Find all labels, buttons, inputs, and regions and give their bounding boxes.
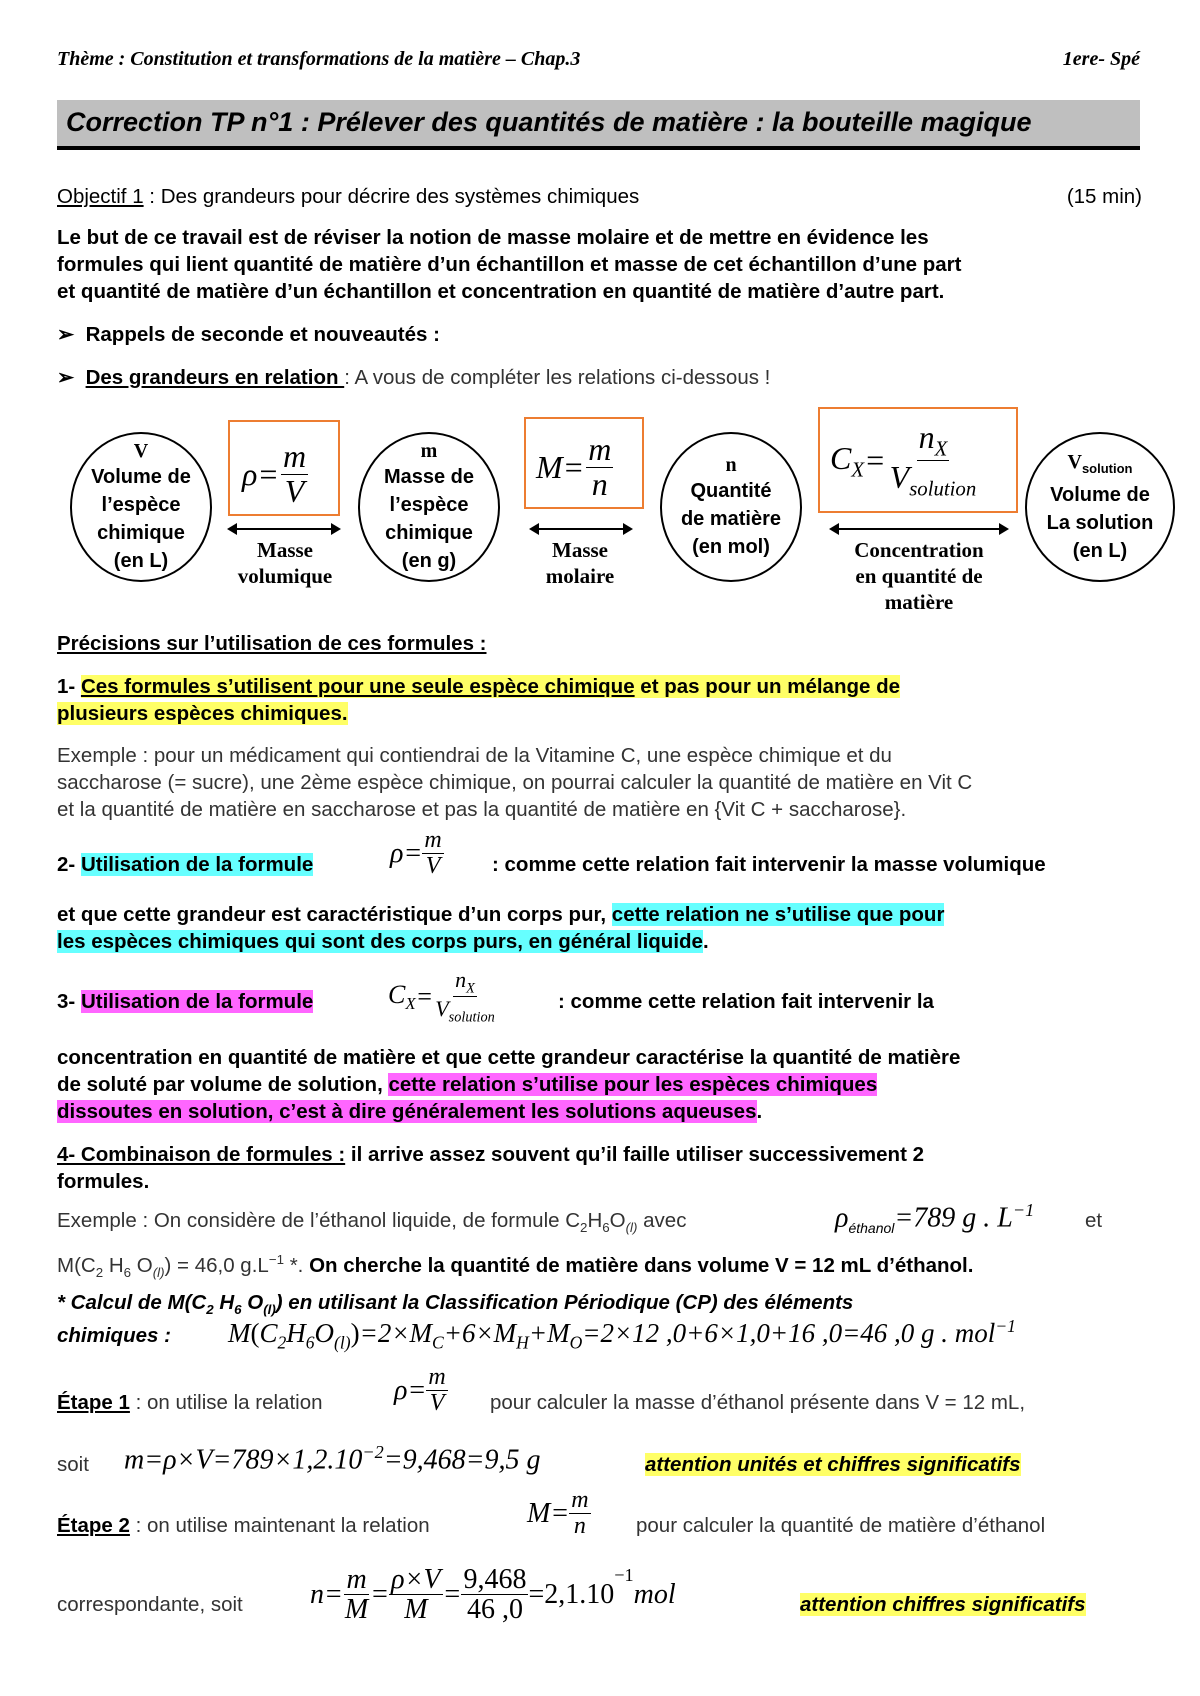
- rho-ethanol-value: $\rho_{éthanol}=789$ g . $L^{-1}$: [835, 1200, 1035, 1236]
- precision-3-line-1: 3- Utilisation de la formule: [57, 990, 314, 1013]
- etape-2-equation: n= $\frac{m}{M}$ = $\frac{\rho\times V}{M}$ = $\frac{9,468}{46 ,0}$ =2,1.10 $^{-1}$ mol: [310, 1564, 676, 1626]
- precision-2-line-1: 2- Utilisation de la formule: [57, 853, 314, 876]
- etape-1-formula: ρ = $\frac{m}{V}$: [394, 1364, 446, 1417]
- formula-rho-den: V: [284, 472, 305, 509]
- precision-2-line-3: les espèces chimiques qui sont des corps purs, en général liquide.: [57, 930, 709, 953]
- precision-3-rest: : comme cette relation fait intervenir la: [558, 990, 934, 1013]
- arrow-bullet-icon: ➢: [57, 366, 75, 389]
- formula-rho-lhs: ρ: [242, 455, 258, 492]
- circle-quantite-line: de matière: [680, 508, 782, 530]
- objectif-duration: (15 min): [1066, 185, 1142, 208]
- formula-molar-lhs: M: [536, 448, 563, 485]
- etape-1-equation: $m=\rho\times V=789\times 1,2.10^{-2}=9,468=9,5$ g: [124, 1442, 541, 1476]
- circle-masse-line: l’espèce: [389, 494, 469, 516]
- etape-1-note: [645, 1451, 1021, 1478]
- circle-vsol-line: (en L): [1072, 539, 1128, 562]
- circle-masse-line: (en g): [401, 550, 457, 572]
- precision-3-line-2: concentration en quantité de matière et que cette grandeur caractérise la quantité de matière: [57, 1046, 961, 1069]
- circle-masse-symbol: m: [420, 440, 438, 462]
- precision-3-line-4: dissoutes en solution, c’est à dire généralement les solutions aqueuses.: [57, 1100, 763, 1123]
- circle-quantite-line: Quantité: [690, 480, 772, 502]
- formula-conc-den: V: [889, 459, 910, 496]
- circle-vsol-line: Volume de: [1050, 483, 1150, 506]
- circle-quantite-symbol: n: [725, 454, 737, 476]
- etape-2-note: [800, 1591, 1086, 1618]
- circle-volume-symbol: V: [133, 440, 149, 462]
- circle-vsol-sub: solution: [1081, 460, 1133, 476]
- bullet-grandeurs-text: : A vous de compléter les relations ci-dessous !: [344, 366, 771, 389]
- formula-conc-den-sub: solution: [909, 477, 977, 501]
- etape-1-line-1: Étape 1 : on utilise la relation: [57, 1391, 323, 1414]
- precision-3-line-3: de soluté par volume de solution, cette relation s’utilise pour les espèces chimiques: [57, 1073, 878, 1096]
- bullet-grandeurs-label: Des grandeurs en relation: [85, 366, 345, 389]
- bullet-rappels-text: Rappels de seconde et nouveautés :: [85, 323, 440, 346]
- formula-conc-num-sub: X: [934, 437, 948, 461]
- highlight-yellow: attention unités et chiffres significatifs: [645, 1453, 1021, 1476]
- example-2-calc-line-1: * Calcul de $M(C_2$ $H_6$ $O_{(l)}$) en utilisant la Classification Périodique (CP) des éléments: [57, 1291, 854, 1318]
- circle-vsol-line: La solution: [1046, 511, 1154, 534]
- circle-volume-line: l’espèce: [101, 494, 181, 516]
- intro-line-3: et quantité de matière d’un échantillon et concentration en quantité de matière d’autre part.: [57, 280, 945, 303]
- double-arrow-icon: [236, 528, 332, 530]
- formula-box-concentration: $C_X$ = $\frac{n_X}{V_{solution}}$: [818, 407, 1018, 513]
- double-arrow-icon: [838, 528, 1000, 530]
- etape-2-text-2: pour calculer la quantité de matière d’éthanol: [636, 1514, 1046, 1537]
- precision-4-line-1: 4- Combinaison de formules : il arrive assez souvent qu’il faille utiliser successivement 2: [57, 1143, 924, 1166]
- example-2-calc-line-2: chimiques :: [57, 1324, 171, 1347]
- molar-mass-calculation: $M(C_2H_6O_{(l)})=2\times M_C+6\times M_H+M_O=2\times 12$ ,0+6×1,0+16 ,0=46 ,0 g . mol$^{-1}$: [228, 1316, 1016, 1353]
- highlight-yellow: Ces formules s’utilisent pour une seule espèce chimique: [80, 675, 635, 698]
- formula-box-rho: ρ = $\frac{m}{V}$: [228, 420, 340, 516]
- circle-vsol-symbol: V: [1067, 450, 1082, 473]
- inline-formula-rho: ρ = $\frac{m}{V}$: [390, 827, 442, 880]
- objectif-line: [57, 183, 639, 210]
- circle-volume-line: (en L): [113, 550, 169, 572]
- etape-1-soit: soit: [57, 1453, 89, 1476]
- circle-quantite: [660, 432, 802, 582]
- precision-2-rest: : comme cette relation fait intervenir la masse volumique: [492, 853, 1046, 876]
- precision-1-line-1: 1- Ces formules s’utilisent pour une seule espèce chimique et pas pour un mélange de: [57, 675, 901, 698]
- precision-4-line-2: formules.: [57, 1170, 150, 1193]
- arrow-label-masse-molaire: Masse molaire: [545, 538, 615, 588]
- etape-2-formula: M = $\frac{m}{n}$: [527, 1487, 589, 1540]
- circle-volume-line: chimique: [97, 522, 185, 544]
- highlight-magenta: Utilisation de la formule: [80, 990, 314, 1013]
- objectif-text: : Des grandeurs pour décrire des systèmes chimiques: [143, 185, 640, 208]
- inline-formula-concentration: $C_X$ = $\frac{n_X}{V_{solution}}$: [388, 967, 495, 1026]
- header-theme: Thème : Constitution et transformations de la matière – Chap.3: [57, 48, 581, 70]
- example-1-line-3: et la quantité de matière en saccharose et pas la quantité de matière en {Vit C + saccharose}.: [57, 798, 907, 821]
- example-1-line-2: saccharose (= sucre), une 2ème espèce chimique, on pourrai calculer la quantité de matière en Vit C: [57, 771, 973, 794]
- page-title: Correction TP n°1 : Prélever des quantités de matière : la bouteille magique: [66, 107, 1032, 137]
- formula-rho-num: m: [282, 438, 307, 474]
- circle-quantite-line: (en mol): [692, 536, 770, 558]
- example-2-et: et: [1085, 1209, 1103, 1232]
- etape-2-line-1: Étape 2 : on utilise maintenant la relation: [57, 1514, 430, 1537]
- circle-volume-solution: [1025, 432, 1175, 582]
- circle-volume-line: Volume de: [91, 466, 191, 488]
- double-arrow-icon: [538, 528, 624, 530]
- header-level: 1ere- Spé: [1062, 48, 1140, 70]
- arrow-bullet-icon: ➢: [57, 323, 75, 346]
- circle-masse: [358, 432, 500, 582]
- circle-masse-line: chimique: [385, 522, 473, 544]
- formula-box-molar: M = $\frac{m}{n}$: [524, 417, 644, 509]
- example-1-line-1: Exemple : pour un médicament qui contiendrai de la Vitamine C, une espèce chimique et du: [57, 744, 892, 767]
- formula-conc-num: n: [918, 419, 935, 455]
- arrow-label-masse-volumique: Masse volumique: [237, 538, 333, 588]
- precision-1-line-2: plusieurs espèces chimiques.: [57, 702, 348, 725]
- objectif-label: Objectif 1: [57, 185, 144, 208]
- precision-2-line-2: et que cette grandeur est caractéristique d’un corps pur, cette relation ne s’utilise que pour: [57, 903, 945, 926]
- formula-conc-lhs-sub: X: [851, 457, 865, 481]
- example-2-line-2: $M(C_2$ $H_6$ $O_{(l)}) = 46,0$ $g.L^{-1}$ *. On cherche la quantité de matière dans volume V = 12 mL d’éthanol.: [57, 1252, 974, 1280]
- intro-line-1: Le but de ce travail est de réviser la notion de masse molaire et de mettre en évidence les: [57, 226, 929, 249]
- intro-line-2: formules qui lient quantité de matière d’un échantillon et masse de cet échantillon d’une part: [57, 253, 962, 276]
- highlight-cyan: Utilisation de la formule: [80, 853, 314, 876]
- highlight-yellow: attention chiffres significatifs: [800, 1593, 1086, 1616]
- circle-masse-line: Masse de: [383, 466, 475, 488]
- precisions-heading: Précisions sur l’utilisation de ces formules :: [57, 632, 487, 655]
- example-2-line-1: Exemple : On considère de l’éthanol liquide, de formule $C_2H_6O_{(l)}$ avec: [57, 1209, 687, 1236]
- formula-molar-den: n: [591, 465, 608, 502]
- bullet-grandeurs: [57, 364, 770, 391]
- arrow-label-concentration: Concentration en quantité de matière: [854, 538, 984, 614]
- formula-molar-num: m: [588, 431, 612, 467]
- circle-volume: [70, 432, 212, 582]
- etape-1-text-2: pour calculer la masse d’éthanol présente dans V = 12 mL,: [490, 1391, 1026, 1414]
- formula-conc-lhs: C: [830, 439, 852, 476]
- bullet-rappels: [57, 321, 440, 348]
- etape-2-correspondante: correspondante, soit: [57, 1593, 243, 1616]
